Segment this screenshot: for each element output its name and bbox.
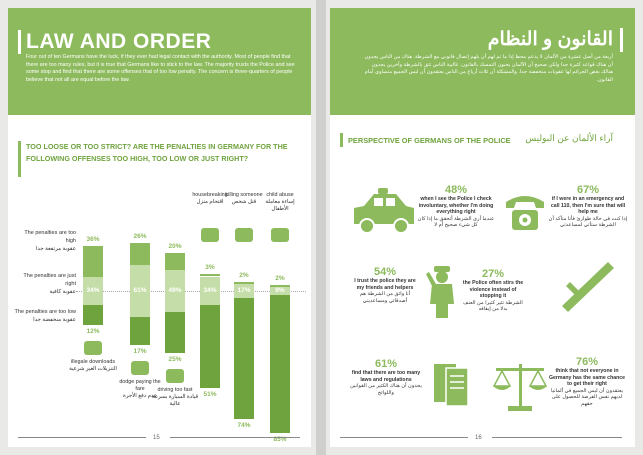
- page-number: 15: [153, 435, 160, 441]
- stat-too-many-laws: [350, 358, 422, 396]
- pct-too-low: 74%: [237, 421, 251, 429]
- stat-text-ar: الشرطة تثير كثيرا من العنف بدلا من إيقافه: [463, 299, 523, 313]
- bar-too-high: [130, 243, 150, 265]
- offense-label-ar: التنزيلات الغير شرعية: [69, 366, 117, 373]
- offense-label: [149, 387, 201, 408]
- stat-value: 67%: [576, 184, 600, 196]
- stat-check: [416, 184, 496, 229]
- title-accent-bar: [620, 28, 623, 52]
- title-accent-bar: [18, 30, 21, 54]
- row-label-right-ar: عقوبة كافية: [49, 289, 76, 295]
- pct-just-right: 34%: [86, 287, 100, 294]
- stat-equal-chance: [548, 356, 626, 408]
- row-label-low-ar: عقوبة منخفضة جدا: [33, 317, 76, 323]
- scales-icon: [490, 358, 550, 414]
- pct-just-right: 34%: [203, 287, 217, 294]
- offense-label-en: dodge paying the fare: [119, 378, 161, 392]
- bar-too-low: [130, 317, 150, 345]
- row-label-low: [14, 308, 76, 324]
- pct-too-low: 12%: [86, 328, 100, 336]
- page-title-ar: القانون و النظام: [487, 29, 613, 50]
- pct-too-low: 17%: [133, 347, 147, 355]
- stat-value: 76%: [575, 356, 599, 368]
- bar-too-low: [200, 305, 220, 388]
- pct-just-right: 49%: [168, 287, 182, 294]
- stat-text-ar: يعتقدون أن ليس الجميع في ألمانيا لديهم نفس الفرصة للحصول على حقهم: [550, 387, 624, 407]
- bar-too-high: [83, 246, 103, 277]
- bus-icon: [131, 361, 149, 375]
- pct-just-right: 9%: [275, 287, 285, 294]
- police-officer-icon: [424, 264, 460, 320]
- offense-label-ar: إساءة معاملة الأطفال: [265, 199, 295, 212]
- skull-icon: [235, 228, 253, 242]
- stat-value: 27%: [481, 268, 505, 280]
- row-label-high: [14, 229, 76, 253]
- download-icon: [84, 341, 102, 355]
- stat-text-en: the Police often stirs the violence instead of stopping it: [462, 280, 524, 300]
- row-label-low-en: The penalties are too low: [14, 309, 76, 315]
- row-label-right: [14, 272, 76, 296]
- offense-label-ar: اقتحام منزل: [196, 199, 224, 205]
- question-accent-bar: [18, 141, 21, 177]
- bar-too-low: [83, 305, 103, 325]
- pct-too-high: 20%: [168, 243, 182, 251]
- row-label-high-ar: عقوبة مرتفعة جدا: [35, 246, 76, 252]
- offense-label: [67, 359, 119, 373]
- offense-label-en: killing someone: [225, 192, 263, 198]
- stat-text-ar: أنا واثق من الشرطة هم أصدقائي ومساعديني: [359, 291, 411, 304]
- pct-too-high: 2%: [275, 275, 285, 283]
- offense-label-en: illegale downloads: [70, 359, 116, 366]
- bar-too-low: [165, 312, 185, 353]
- book-gutter: [316, 0, 326, 455]
- stat-text-en: when I see the Police I check involuntary, whether I'm doing everything right: [418, 196, 494, 216]
- folio-line-right: [170, 437, 300, 438]
- pct-just-right: 61%: [133, 287, 147, 294]
- offense-label-en: housebreaking: [192, 192, 228, 198]
- offense-label-ar: قيادة السيارة بسرعة عالية: [151, 393, 199, 407]
- telephone-icon: [502, 188, 548, 234]
- stat-value: 54%: [373, 266, 397, 278]
- bar-too-low: [234, 298, 254, 418]
- police-car-icon: [350, 186, 418, 238]
- intro-text: Four out of ten Germans have the luck, if they ever had legal contact with the authority. Most of people find that there are too many rules, but it is true that Germans like to stick to the law. The majority trusts the Police and see some stop and find that there are some offenses that of too low penalty. The concern is three-quarters of people believe that not all are equal before the law.: [26, 54, 295, 83]
- folio-line-right: [492, 437, 622, 438]
- bar-too-high: [165, 253, 185, 270]
- offense-label: [258, 192, 302, 213]
- stat-text-en: I trust the police they are my friends and helpers: [354, 278, 416, 291]
- right-page: [330, 8, 635, 447]
- speed-car-icon: [166, 369, 184, 383]
- right-banner: [330, 8, 635, 115]
- stat-text-en: if I were in an emergency and call 110, then I'm sure that will help me: [550, 196, 626, 216]
- pct-too-low: 25%: [168, 355, 182, 363]
- offense-label-ar: قتل شخص: [231, 199, 257, 205]
- section-accent-bar: [340, 133, 343, 147]
- left-banner: [8, 8, 311, 115]
- offense-label-en: driving too fast: [157, 386, 193, 393]
- stat-text-en: think that not everyone in Germany has the same chance to get their right: [548, 368, 626, 388]
- pct-too-high: 36%: [86, 235, 100, 243]
- stat-violence: [460, 268, 526, 313]
- stat-text-en: find that there are too many laws and regulations: [351, 370, 421, 383]
- house-icon: [201, 228, 219, 242]
- stat-text-ar: إذا كنت في حالة طوارئ فأنا متأكد أن الشرطة ستأتي لمساعدتي: [548, 215, 628, 229]
- stat-emergency: [548, 184, 628, 229]
- pct-too-low: 51%: [203, 391, 217, 399]
- row-label-right-en: The penalties are just right: [23, 273, 76, 287]
- child-abuse-icon: [271, 228, 289, 242]
- section-title: PERSPECTIVE OF GERMANS OF THE POLICE: [348, 136, 511, 145]
- pct-too-high: 3%: [205, 263, 215, 271]
- chart-question: TOO LOOSE OR TOO STRICT? ARE THE PENALTIES IN GERMANY FOR THE FOLLOWING OFFENSES TOO HIGH, TOO LOW OR JUST RIGHT?: [26, 142, 288, 163]
- stat-text-ar: يجدون أن هناك الكثير من القوانين واللوائح: [350, 383, 422, 396]
- pct-too-high: 2%: [239, 272, 249, 280]
- law-book-icon: [430, 360, 474, 410]
- left-page: [8, 8, 311, 447]
- page-number: 16: [475, 435, 482, 441]
- stat-text-ar: عندما أرى الشرطة أتحقق ما إذا كان كل شيء صحيح أم لا: [417, 215, 495, 229]
- folio-line-left: [18, 437, 146, 438]
- baton-icon: [552, 254, 618, 314]
- stat-trust: [350, 266, 420, 304]
- intro-text-ar: أربعة من أصل عشرة من الألمان لا يدعم محظ إذا ما تم لهم أن يلهم إتصال قانوني مع الشرطة. هناك من الناس يجدون أن هناك قواعد كثيرة جدا ولكن صحيح أن الألمان يحبون التمسك بالقانون. غالبية الناس تثق بالشرطة وآخرين يجدون هنالك بعض الجرائم لها عقوبات منخفضة جدا. والمشكلة أن ثلاث أرباع من الناس يعتقدون أن ليس الجميع متساوي أمام القانون.: [364, 54, 613, 83]
- pct-too-low: 85%: [273, 436, 287, 444]
- pct-just-right: 17%: [237, 287, 251, 294]
- offense-label-ar: عدم دفع الأجرة: [123, 392, 157, 399]
- stat-value: 61%: [374, 358, 398, 370]
- row-label-high-en: The penalties are too high: [24, 230, 76, 244]
- pct-too-high: 26%: [133, 232, 147, 240]
- folio-line-left: [340, 437, 468, 438]
- section-title-ar: آراء الألمان عن البوليس: [525, 133, 613, 143]
- page-title: LAW AND ORDER: [26, 30, 212, 53]
- offense-label-en: child abuse: [266, 192, 294, 198]
- bar-too-low: [270, 295, 290, 433]
- stat-value: 48%: [444, 184, 468, 196]
